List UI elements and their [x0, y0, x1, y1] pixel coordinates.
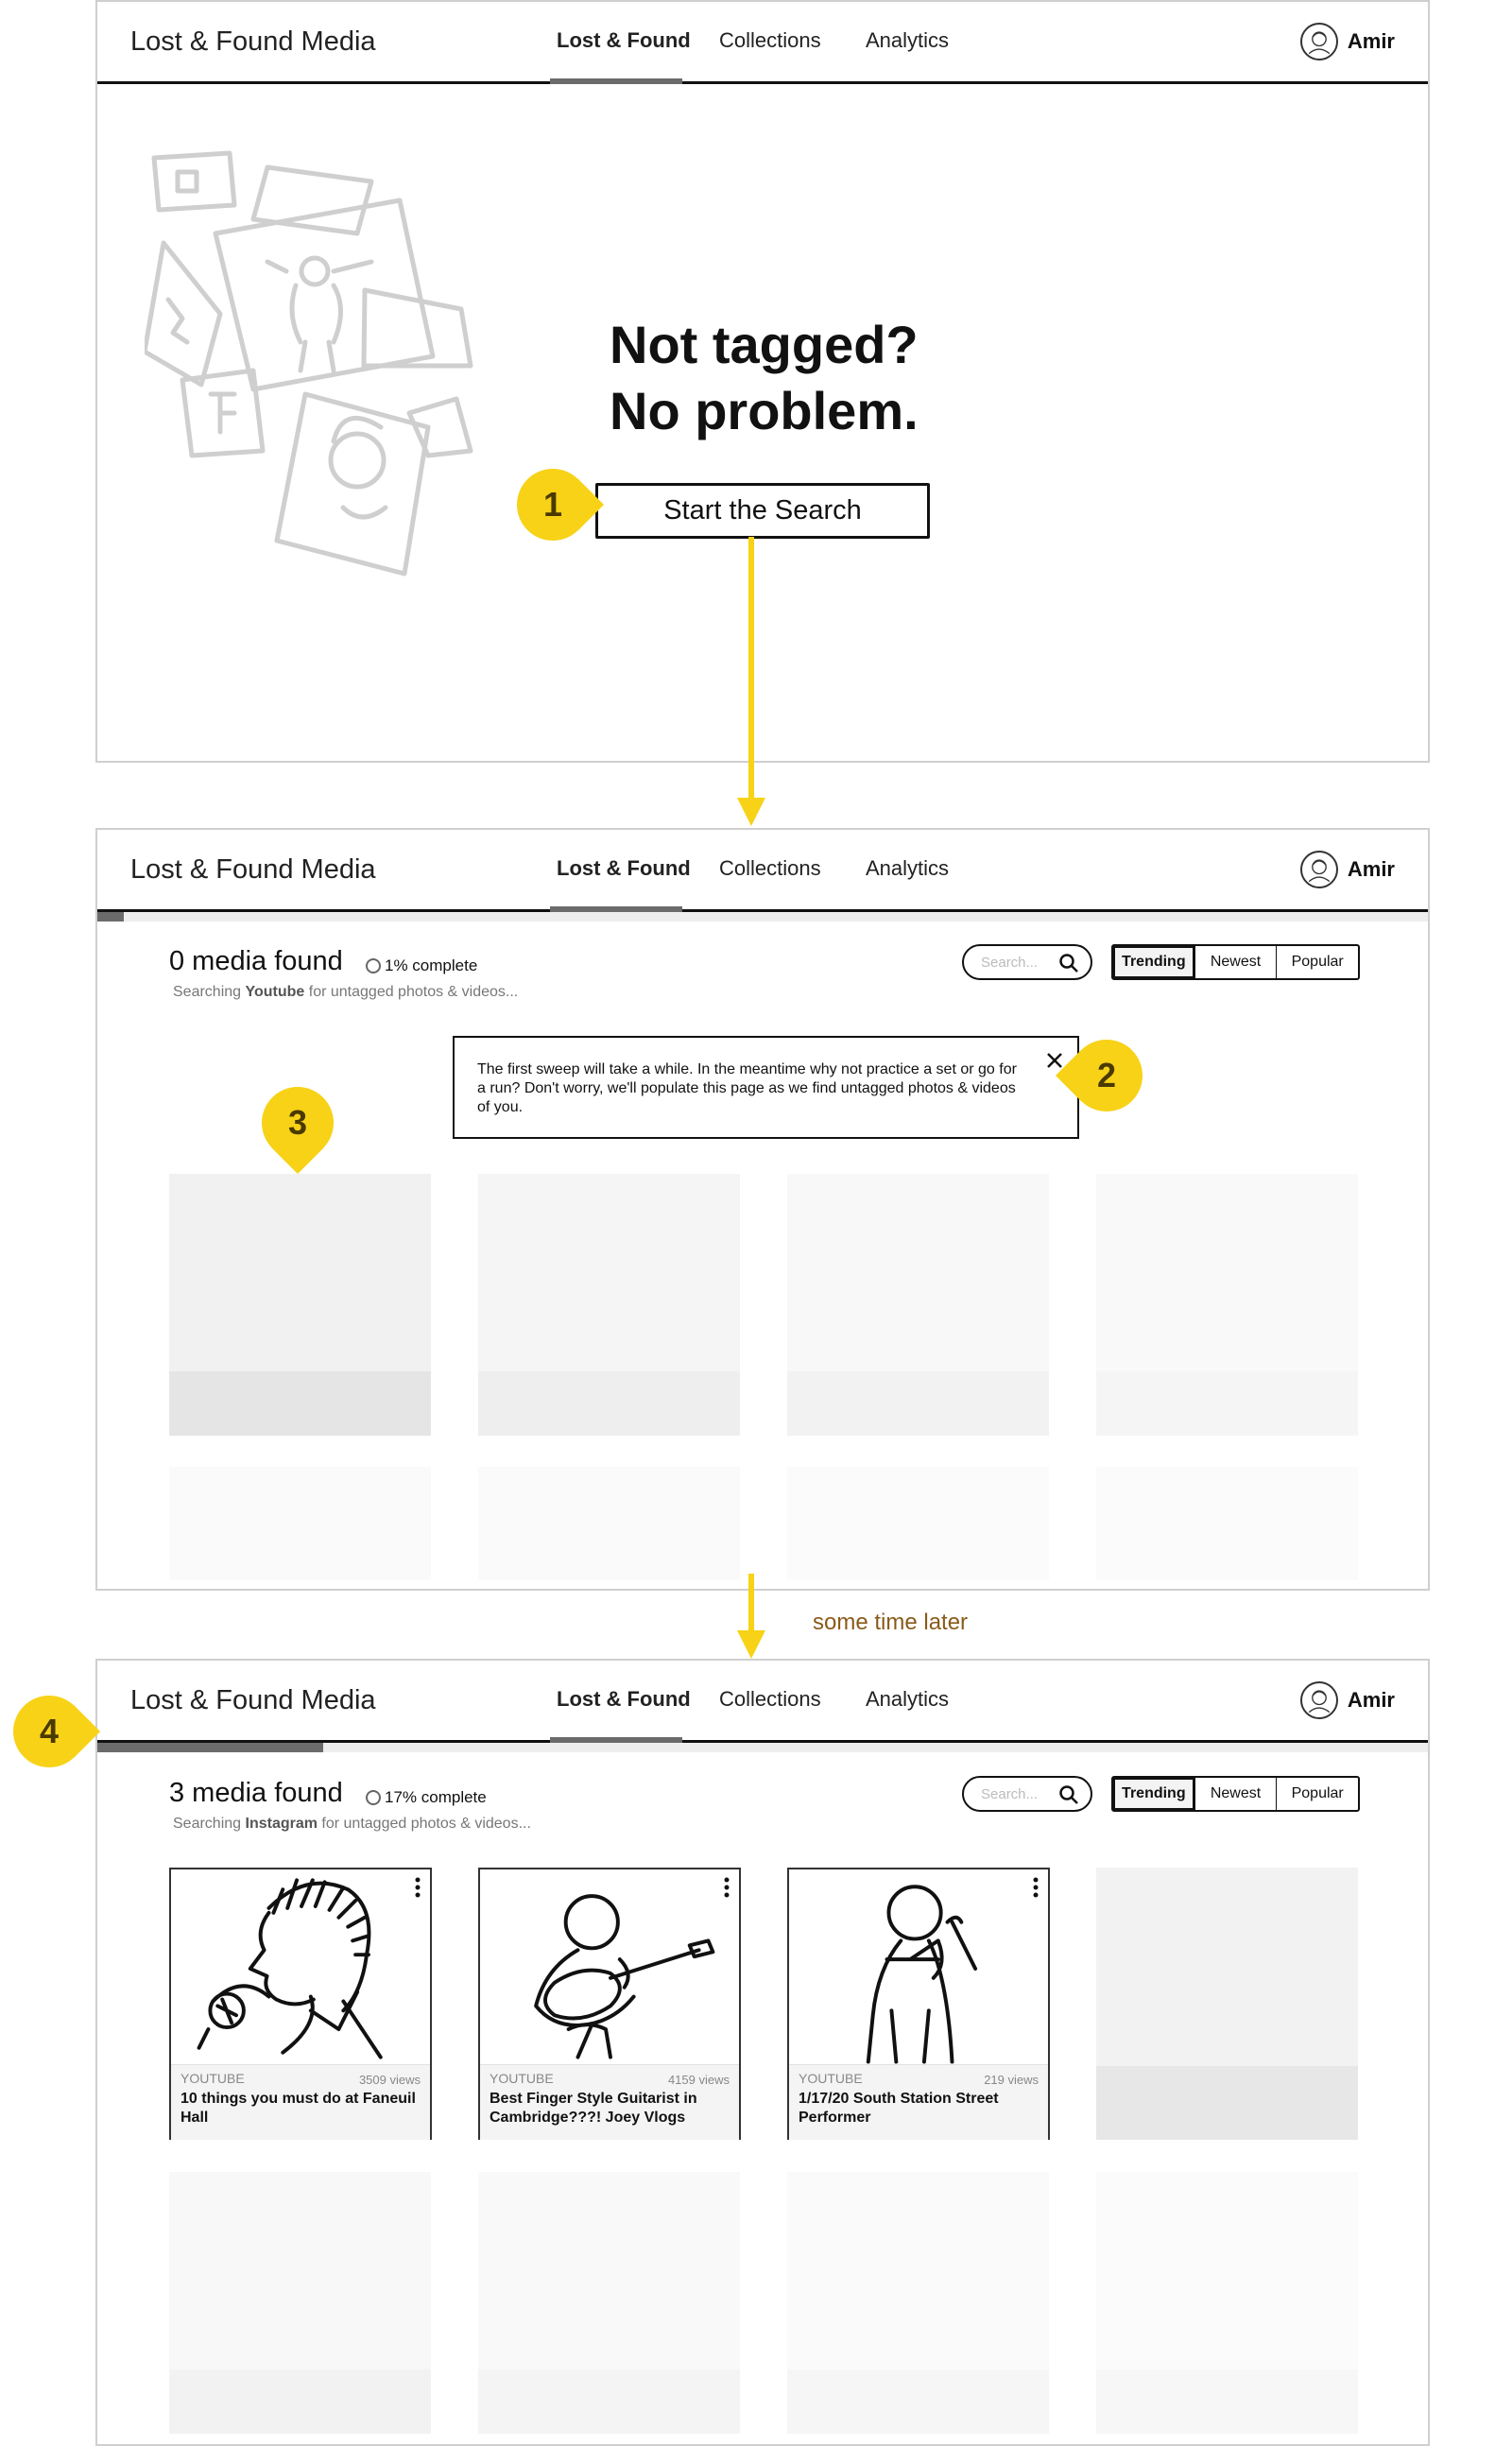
avatar-icon: [1300, 851, 1338, 888]
search-status-source: Instagram: [245, 1816, 318, 1832]
placeholder-card: [169, 2172, 431, 2434]
card-meta: [480, 2064, 739, 2140]
step-marker-3: [258, 1083, 337, 1178]
brand-title: Lost & Found Media: [130, 1685, 376, 1715]
user-name: Amir: [1347, 29, 1395, 53]
info-tooltip: [453, 1036, 1079, 1139]
more-options-icon[interactable]: [724, 1877, 730, 1898]
hero-heading-line-1: Not tagged?: [610, 315, 919, 374]
placeholder-card: [1096, 1868, 1358, 2140]
user-menu[interactable]: [1300, 851, 1395, 888]
search-progress-bar: [97, 912, 1428, 922]
sort-trending[interactable]: Trending: [1113, 946, 1195, 978]
progress-text: 17% complete: [385, 1788, 487, 1806]
user-menu[interactable]: [1300, 23, 1395, 60]
media-card[interactable]: [169, 1868, 432, 2140]
media-card[interactable]: [787, 1868, 1050, 2140]
media-collage-illustration: [145, 129, 636, 678]
progress-text: 1% complete: [385, 956, 478, 974]
flow-arrow-2: [737, 1574, 765, 1661]
marker-number: 2: [1096, 1056, 1117, 1094]
marker-number: 1: [542, 485, 563, 524]
sort-toggle: [1111, 1776, 1360, 1812]
performer-sketch-icon: [789, 1869, 1048, 2064]
sort-newest[interactable]: Newest: [1195, 946, 1278, 978]
media-count: 0 media found: [169, 946, 343, 976]
sort-popular[interactable]: Popular: [1291, 954, 1344, 970]
search-progress-bar: [97, 1743, 1428, 1752]
media-card[interactable]: [478, 1868, 741, 2140]
sort-toggle: [1111, 944, 1360, 980]
placeholder-card: [478, 1467, 740, 1580]
nav-collections[interactable]: Collections: [719, 1687, 821, 1711]
top-nav: [97, 2, 1428, 84]
search-status-source: Youtube: [245, 984, 305, 1000]
active-nav-indicator: [550, 78, 682, 84]
placeholder-card: [787, 1467, 1049, 1580]
guitarist-sketch-icon: [480, 1869, 739, 2064]
search-progress-fill: [97, 912, 124, 922]
placeholder-card: [787, 2172, 1049, 2434]
avatar-icon: [1300, 1681, 1338, 1719]
top-nav: [97, 1661, 1428, 1743]
nav-collections[interactable]: Collections: [719, 28, 821, 52]
brand-title: Lost & Found Media: [130, 854, 376, 885]
sort-popular[interactable]: Popular: [1291, 1785, 1344, 1801]
nav-lost-found[interactable]: Lost & Found: [557, 856, 691, 880]
card-title: 10 things you must do at Faneuil Hall: [180, 2091, 416, 2126]
placeholder-card: [478, 2172, 740, 2434]
search-icon: [1058, 953, 1079, 973]
hero-heading: [610, 312, 919, 444]
marker-number: 4: [39, 1712, 60, 1750]
marker-number: 3: [287, 1103, 308, 1142]
spinner-icon: [366, 958, 381, 973]
search-status-suffix: for untagged photos & videos...: [304, 984, 519, 1000]
searching-screen: [95, 828, 1430, 1591]
card-views: 3509 views: [358, 2073, 421, 2087]
search-status-prefix: Searching: [173, 1816, 246, 1832]
singer-sketch-icon: [171, 1869, 430, 2064]
step-marker-2: [1052, 1036, 1146, 1115]
avatar-icon: [1300, 23, 1338, 60]
nav-analytics[interactable]: Analytics: [866, 28, 950, 52]
search-status-prefix: Searching: [173, 984, 246, 1000]
placeholder-card: [1096, 1467, 1358, 1580]
step-marker-1: [513, 465, 608, 544]
placeholder-card: [169, 1174, 431, 1436]
search-placeholder: Search...: [981, 1786, 1039, 1802]
search-status: [173, 984, 518, 1001]
media-count: 3 media found: [169, 1778, 343, 1808]
card-source: YOUTUBE: [180, 2071, 245, 2086]
search-status: [173, 1816, 531, 1833]
search-progress-fill: [97, 1743, 323, 1752]
user-name: Amir: [1347, 1688, 1395, 1712]
search-input[interactable]: [962, 1776, 1092, 1812]
sort-newest[interactable]: Newest: [1195, 1778, 1278, 1810]
flow-arrow-1: [737, 537, 765, 830]
placeholder-card: [787, 1174, 1049, 1436]
user-menu[interactable]: [1300, 1681, 1395, 1719]
search-input[interactable]: [962, 944, 1092, 980]
card-meta: [171, 2064, 430, 2140]
hero-heading-line-2: No problem.: [610, 381, 919, 440]
progress-label: [366, 1788, 487, 1807]
card-meta: [789, 2064, 1048, 2140]
search-icon: [1058, 1784, 1079, 1805]
nav-lost-found[interactable]: Lost & Found: [557, 28, 691, 52]
card-title: Best Finger Style Guitarist in Cambridge???! Joey Vlogs: [490, 2091, 697, 2126]
transition-label: some time later: [813, 1610, 969, 1635]
tooltip-text: The first sweep will take a while. In the meantime why not practice a set or go for a run? Don't worry, we'll populate this page as we find untagged photos & videos of you.: [477, 1061, 1017, 1115]
placeholder-card: [169, 1467, 431, 1580]
search-status-suffix: for untagged photos & videos...: [317, 1816, 531, 1832]
sort-trending[interactable]: Trending: [1113, 1778, 1195, 1810]
card-title: 1/17/20 South Station Street Performer: [799, 2091, 999, 2126]
spinner-icon: [366, 1790, 381, 1805]
placeholder-card: [1096, 1174, 1358, 1436]
nav-collections[interactable]: Collections: [719, 856, 821, 880]
card-source: YOUTUBE: [799, 2071, 863, 2086]
user-name: Amir: [1347, 857, 1395, 881]
top-nav: [97, 830, 1428, 912]
nav-lost-found[interactable]: Lost & Found: [557, 1687, 691, 1711]
start-search-button[interactable]: Start the Search: [595, 483, 930, 539]
results-screen: [95, 1659, 1430, 2446]
more-options-icon[interactable]: [415, 1877, 421, 1898]
card-views: 4159 views: [667, 2073, 730, 2087]
placeholder-card: [478, 1174, 740, 1436]
progress-label: [366, 956, 477, 975]
brand-title: Lost & Found Media: [130, 26, 376, 57]
step-marker-4: [9, 1692, 104, 1771]
placeholder-card: [1096, 2172, 1358, 2434]
search-placeholder: Search...: [981, 955, 1039, 971]
card-source: YOUTUBE: [490, 2071, 554, 2086]
nav-analytics[interactable]: Analytics: [866, 856, 950, 880]
nav-analytics[interactable]: Analytics: [866, 1687, 950, 1711]
more-options-icon[interactable]: [1033, 1877, 1039, 1898]
card-views: 219 views: [984, 2073, 1039, 2087]
